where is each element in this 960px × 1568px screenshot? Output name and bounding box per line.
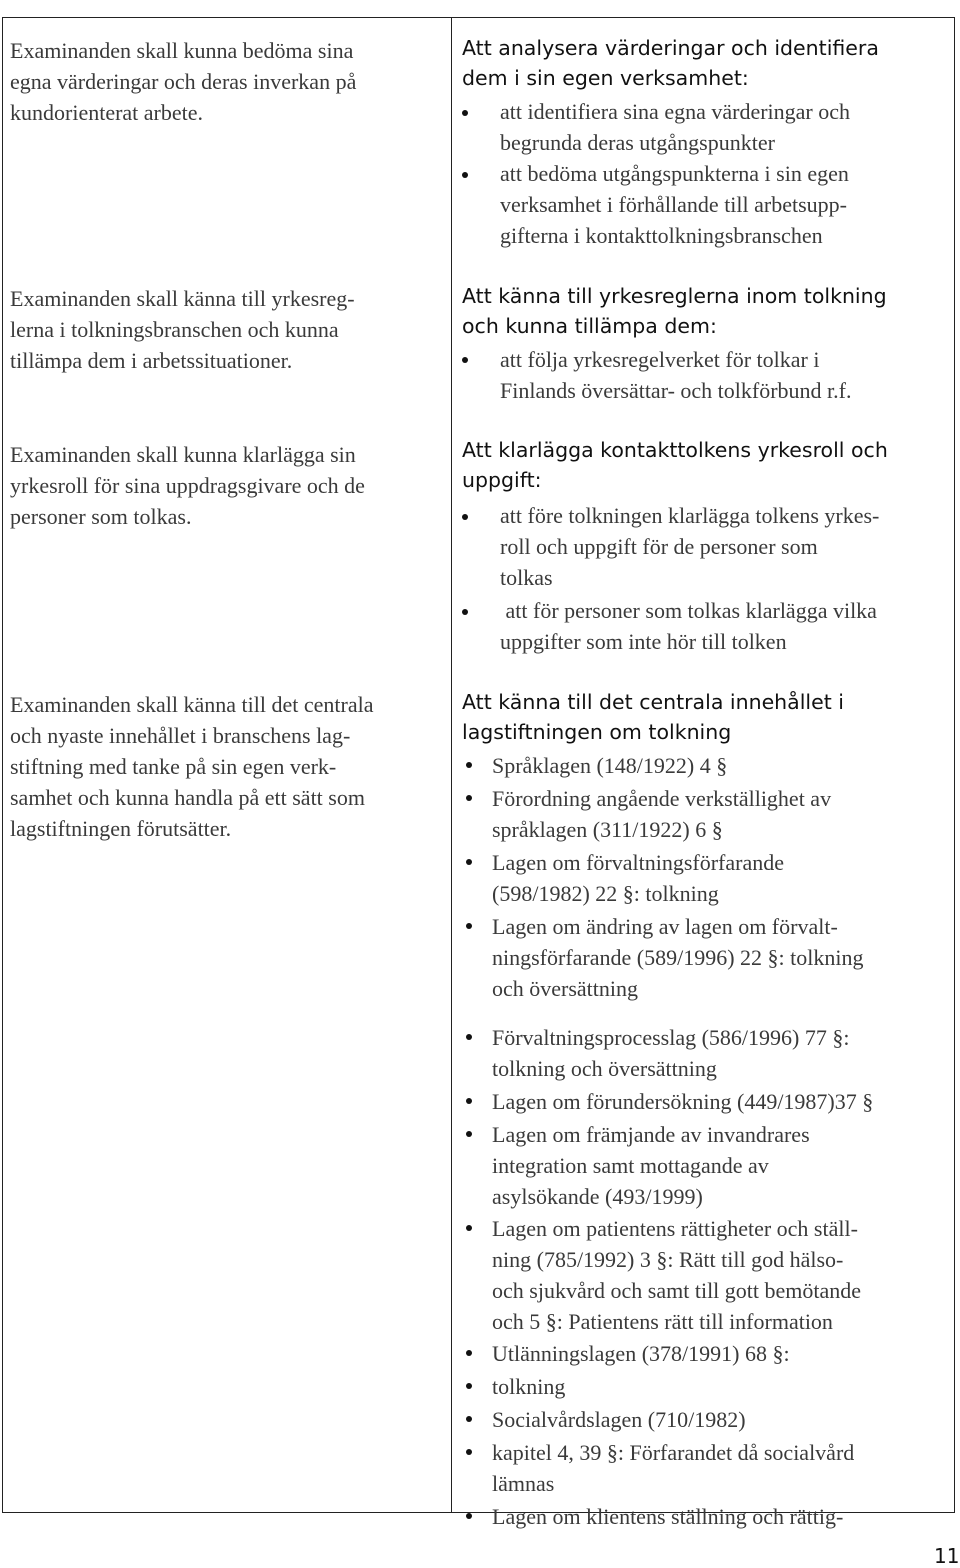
bullet-dot-icon (466, 1416, 472, 1422)
bullet-dot-icon (466, 923, 472, 929)
list-item (492, 1086, 940, 1117)
item-line: Lagen om förvaltningsförfarande (492, 850, 784, 875)
list-item (492, 1213, 940, 1337)
bullet-dot-icon (466, 1449, 472, 1455)
item-line: ningsförfarande (589/1996) 22 §: tolkning (492, 945, 864, 970)
item-line: kapitel 4, 39 §: Förfarandet då socialvård (492, 1440, 855, 1465)
item-line: och sjukvård och samt till gott bemötande (492, 1278, 862, 1303)
item-line: roll och uppgift för de personer som (500, 534, 818, 559)
item-line: att för personer som tolkas klarlägga vilka (500, 598, 877, 623)
item-line: begrunda deras utgångspunkter (500, 130, 775, 155)
content-table (2, 17, 955, 1529)
text-line: lagstiftningen förutsätter. (10, 816, 232, 841)
heading-line: uppgift: (462, 467, 542, 492)
bullet-dot-icon (462, 609, 468, 615)
list-item (500, 595, 948, 657)
item-line: Socialvårdslagen (710/1982) (492, 1407, 746, 1432)
list-item (492, 1404, 940, 1435)
item-line: att före tolkningen klarlägga tolkens yrkes- (500, 503, 880, 528)
text-line: personer som tolkas. (10, 504, 192, 529)
text-line: lerna i tolkningsbranschen och kunna (10, 317, 339, 342)
heading-line: lagstiftningen om tolkning (462, 719, 732, 744)
item-line: Lagen om patientens rättigheter och ställ- (492, 1216, 858, 1241)
text-line: Examinanden skall känna till det centrala (10, 692, 374, 717)
list-item (492, 1022, 940, 1084)
item-line: tolkning (492, 1374, 566, 1399)
text-line: Examinanden skall kunna bedöma sina (10, 38, 354, 63)
bullet-dot-icon (462, 110, 468, 116)
list-item (492, 1119, 940, 1212)
item-line: att bedöma utgångspunkterna i sin egen (500, 161, 849, 186)
bullet-dot-icon (466, 762, 472, 768)
bullet-dot-icon (466, 1225, 472, 1231)
list-item (500, 500, 948, 593)
text-line: Examinanden skall kunna klarlägga sin (10, 442, 356, 467)
item-line: verksamhet i förhållande till arbetsupp- (500, 192, 847, 217)
item-line: Lagen om ändring av lagen om förvalt- (492, 914, 838, 939)
item-line: Språklagen (148/1922) 4 § (492, 753, 728, 778)
section-heading (462, 34, 879, 93)
list-item (492, 847, 940, 909)
list-item (492, 1371, 940, 1402)
bullet-dot-icon (462, 172, 468, 178)
page-number: 11 (934, 1544, 960, 1568)
bullet-dot-icon (466, 859, 472, 865)
list-item (492, 1501, 940, 1532)
bullet-dot-icon (466, 795, 472, 801)
text-line: tillämpa dem i arbetssituationer. (10, 348, 293, 373)
text-line: kundorienterat arbete. (10, 100, 204, 125)
list-item (500, 344, 948, 406)
list-item (500, 158, 948, 251)
right-column (462, 18, 948, 1529)
left-block-3 (10, 439, 440, 532)
bullet-dot-icon (466, 1513, 472, 1519)
item-line: att identifiera sina egna värderingar och (500, 99, 851, 124)
heading-line: Att känna till yrkesreglerna inom tolkning (462, 284, 887, 308)
item-line: och 5 §: Patientens rätt till information (492, 1309, 833, 1334)
list-item (492, 1437, 940, 1499)
bullet-dot-icon (462, 514, 468, 520)
section-heading (462, 436, 888, 495)
heading-line: och kunna tillämpa dem: (462, 313, 717, 338)
item-line: Finlands översättar- och tolkförbund r.f. (500, 378, 852, 403)
item-line: Förvaltningsprocesslag (586/1996) 77 §: (492, 1025, 850, 1050)
text-line: Examinanden skall känna till yrkesreg- (10, 286, 355, 311)
list-item (492, 1338, 940, 1369)
item-line: Lagen om klientens ställning och rättig- (492, 1504, 844, 1529)
bullet-dot-icon (466, 1034, 472, 1040)
item-line: integration samt mottagande av (492, 1153, 769, 1178)
bullet-dot-icon (466, 1131, 472, 1137)
item-line: Lagen om förundersökning (449/1987)37 § (492, 1089, 874, 1114)
item-line: att följa yrkesregelverket för tolkar i (500, 347, 820, 372)
item-line: Lagen om främjande av invandrares (492, 1122, 810, 1147)
item-line: och översättning (492, 976, 639, 1001)
text-line: och nyaste innehållet i branschens lag- (10, 723, 351, 748)
item-line: gifterna i kontakttolkningsbranschen (500, 223, 823, 248)
heading-line: Att känna till det centrala innehållet i (462, 690, 844, 714)
bullet-dot-icon (466, 1098, 472, 1104)
item-line: uppgifter som inte hör till tolken (500, 629, 787, 654)
column-divider (451, 18, 452, 1512)
text-line: yrkesroll för sina uppdragsgivare och de (10, 473, 365, 498)
left-block-1 (10, 35, 440, 128)
item-line: tolkning och översättning (492, 1056, 717, 1081)
item-line: (598/1982) 22 §: tolkning (492, 881, 719, 906)
text-line: samhet och kunna handla på ett sätt som (10, 785, 365, 810)
list-item (492, 911, 940, 1004)
bullet-dot-icon (462, 357, 468, 363)
heading-line: Att klarlägga kontakttolkens yrkesroll och (462, 438, 888, 462)
left-block-4 (10, 689, 440, 844)
heading-line: dem i sin egen verksamhet: (462, 65, 749, 90)
item-line: språklagen (311/1922) 6 § (492, 817, 723, 842)
item-line: Utlänningslagen (378/1991) 68 §: (492, 1341, 790, 1366)
section-heading (462, 688, 844, 747)
list-item (492, 750, 940, 781)
item-line: Förordning angående verkställighet av (492, 786, 832, 811)
text-line: stiftning med tanke på sin egen verk- (10, 754, 337, 779)
left-block-2 (10, 283, 440, 376)
section-heading (462, 282, 887, 341)
list-item (492, 783, 940, 845)
item-line: asylsökande (493/1999) (492, 1184, 703, 1209)
heading-line: Att analysera värderingar och identifiera (462, 36, 879, 60)
bullet-dot-icon (466, 1350, 472, 1356)
item-line: ning (785/1992) 3 §: Rätt till god hälso- (492, 1247, 844, 1272)
item-line: tolkas (500, 565, 553, 590)
item-line: lämnas (492, 1471, 555, 1496)
list-item (500, 96, 948, 158)
bullet-dot-icon (466, 1383, 472, 1389)
text-line: egna värderingar och deras inverkan på (10, 69, 357, 94)
